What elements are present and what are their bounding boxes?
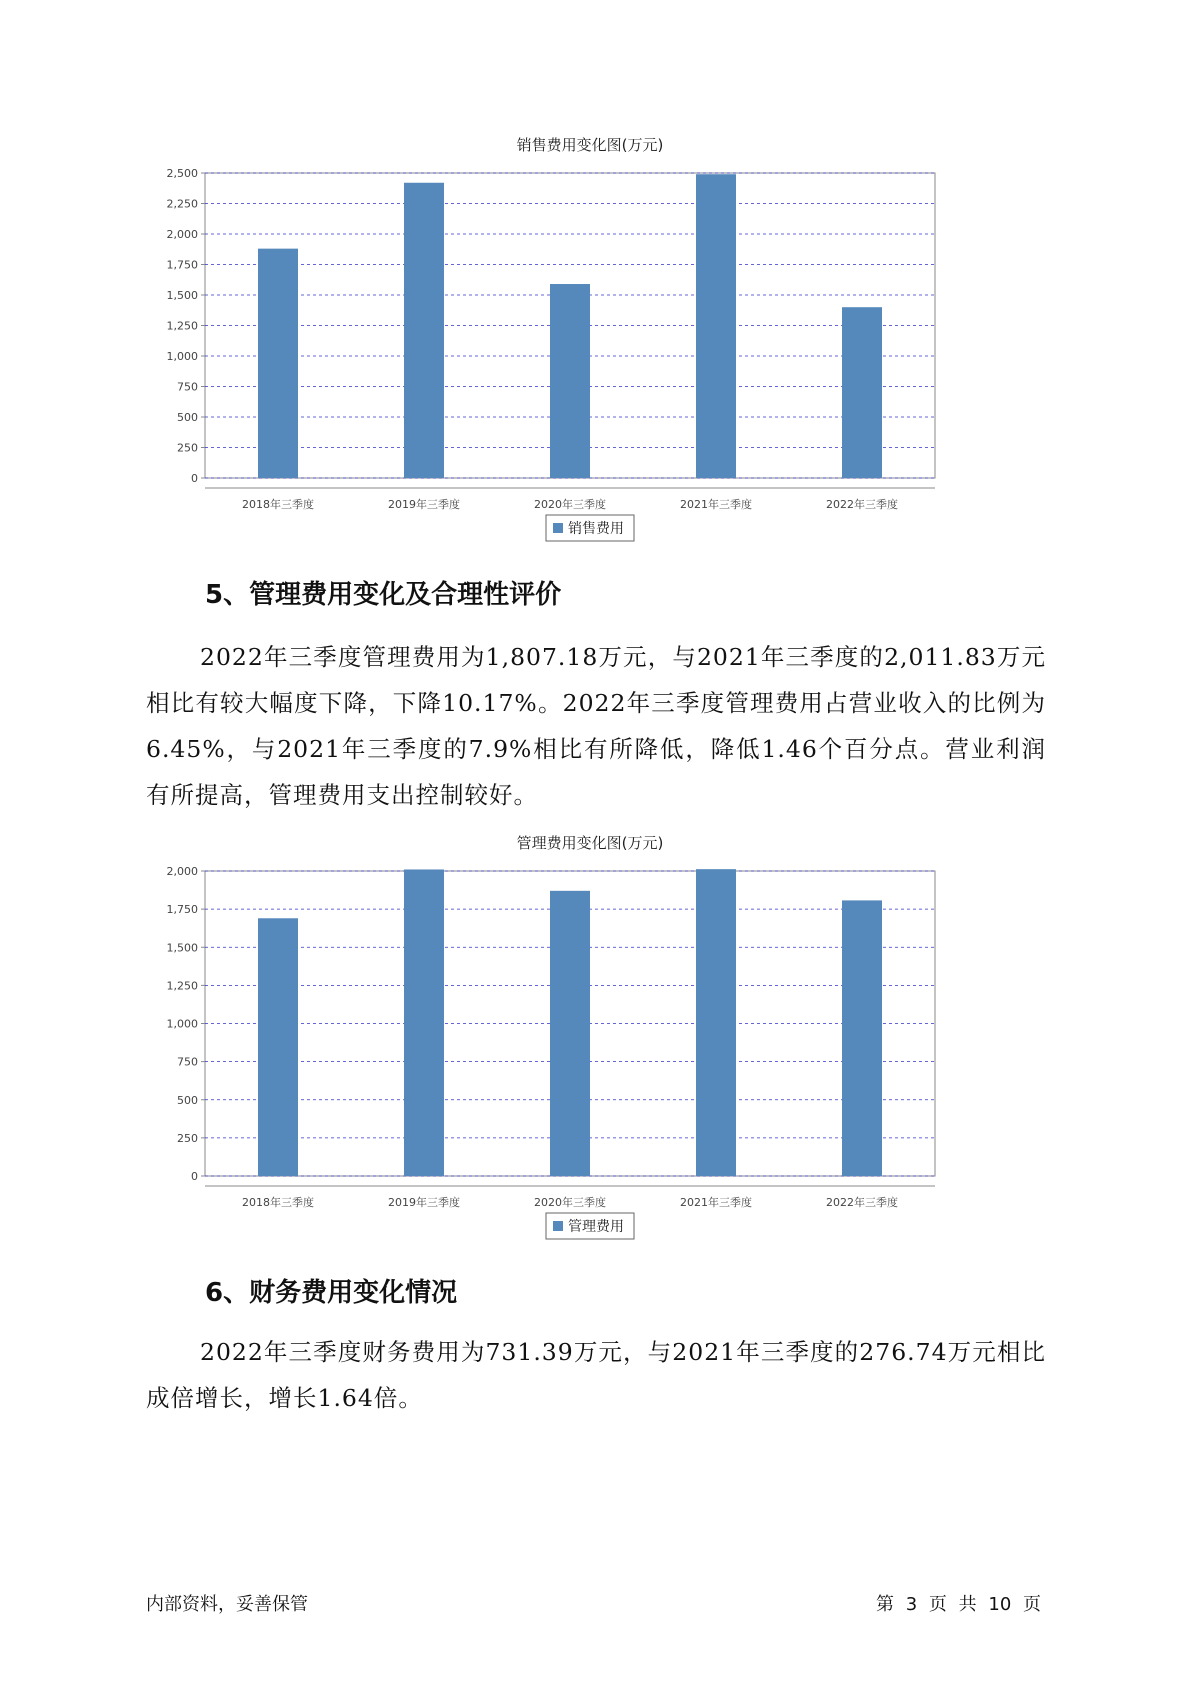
legend-label: 销售费用 xyxy=(568,521,624,537)
x-tick-label: 2021年三季度 xyxy=(680,1196,752,1209)
footer-confidential-note: 内部资料，妥善保管 xyxy=(146,1594,308,1615)
y-tick-label: 1,000 xyxy=(166,350,198,363)
x-tick-label: 2020年三季度 xyxy=(534,498,606,511)
bar-3 xyxy=(550,891,590,1176)
y-tick-label: 2,000 xyxy=(166,865,198,878)
sales-expense-chart xyxy=(150,125,1030,550)
bar-2 xyxy=(404,183,444,478)
legend-label: 管理费用 xyxy=(568,1219,624,1235)
bar-1 xyxy=(258,249,298,478)
legend-swatch xyxy=(553,523,563,533)
x-tick-label: 2022年三季度 xyxy=(826,498,898,511)
chart-title: 销售费用变化图(万元) xyxy=(516,136,664,154)
y-tick-label: 0 xyxy=(191,472,198,485)
x-tick-label: 2022年三季度 xyxy=(826,1196,898,1209)
y-tick-label: 250 xyxy=(177,441,198,455)
y-tick-label: 500 xyxy=(177,411,198,424)
x-tick-label: 2019年三季度 xyxy=(388,1196,460,1209)
y-tick-label: 250 xyxy=(177,1131,198,1145)
y-tick-label: 1,000 xyxy=(166,1017,198,1031)
admin-expense-chart-svg xyxy=(150,823,1030,1248)
legend-swatch xyxy=(553,1221,563,1231)
sales-expense-chart-svg xyxy=(150,125,1030,550)
x-tick-label: 2018年三季度 xyxy=(242,1196,314,1209)
bar-4 xyxy=(696,869,736,1176)
bar-5 xyxy=(842,307,882,478)
y-tick-label: 2,250 xyxy=(166,197,198,211)
y-tick-label: 2,500 xyxy=(166,167,198,180)
y-tick-label: 1,750 xyxy=(166,258,198,272)
y-tick-label: 1,250 xyxy=(166,979,198,993)
x-tick-label: 2020年三季度 xyxy=(534,1196,606,1209)
y-tick-label: 750 xyxy=(177,380,198,394)
section-6-heading: 6、财务费用变化情况 xyxy=(205,1278,458,1308)
chart-title: 管理费用变化图(万元) xyxy=(516,834,664,852)
bar-1 xyxy=(258,918,298,1176)
x-tick-label: 2019年三季度 xyxy=(388,498,460,511)
section-5-paragraph: 2022年三季度管理费用为1,807.18万元，与2021年三季度的2,011.83万元相比有较大幅度下降，下降10.17%。2022年三季度管理费用占营业收入的比例为6.45%，与2021年三季度的7.9%相比有所降低，降低1.46个百分点。营业利润有所提高，管理费用支出控制较好。 xyxy=(146,643,1046,809)
y-tick-label: 0 xyxy=(191,1170,198,1183)
y-tick-label: 1,500 xyxy=(166,941,198,955)
y-tick-label: 500 xyxy=(177,1093,198,1107)
y-tick-label: 750 xyxy=(177,1055,198,1069)
section-5-heading: 5、管理费用变化及合理性评价 xyxy=(205,580,562,610)
bar-2 xyxy=(404,869,444,1176)
bar-3 xyxy=(550,284,590,478)
section-6-paragraph: 2022年三季度财务费用为731.39万元，与2021年三季度的276.74万元相比成倍增长，增长1.64倍。 xyxy=(146,1338,1046,1412)
y-tick-label: 1,500 xyxy=(166,289,198,302)
admin-expense-chart xyxy=(150,823,1030,1248)
x-tick-label: 2021年三季度 xyxy=(680,498,752,511)
y-tick-label: 1,250 xyxy=(166,319,198,333)
bar-5 xyxy=(842,900,882,1176)
x-tick-label: 2018年三季度 xyxy=(242,498,314,511)
y-tick-label: 1,750 xyxy=(166,903,198,917)
y-tick-label: 2,000 xyxy=(166,228,198,241)
bar-4 xyxy=(696,174,736,478)
footer-page-number: 第 3 页 共 10 页 xyxy=(876,1594,1041,1615)
